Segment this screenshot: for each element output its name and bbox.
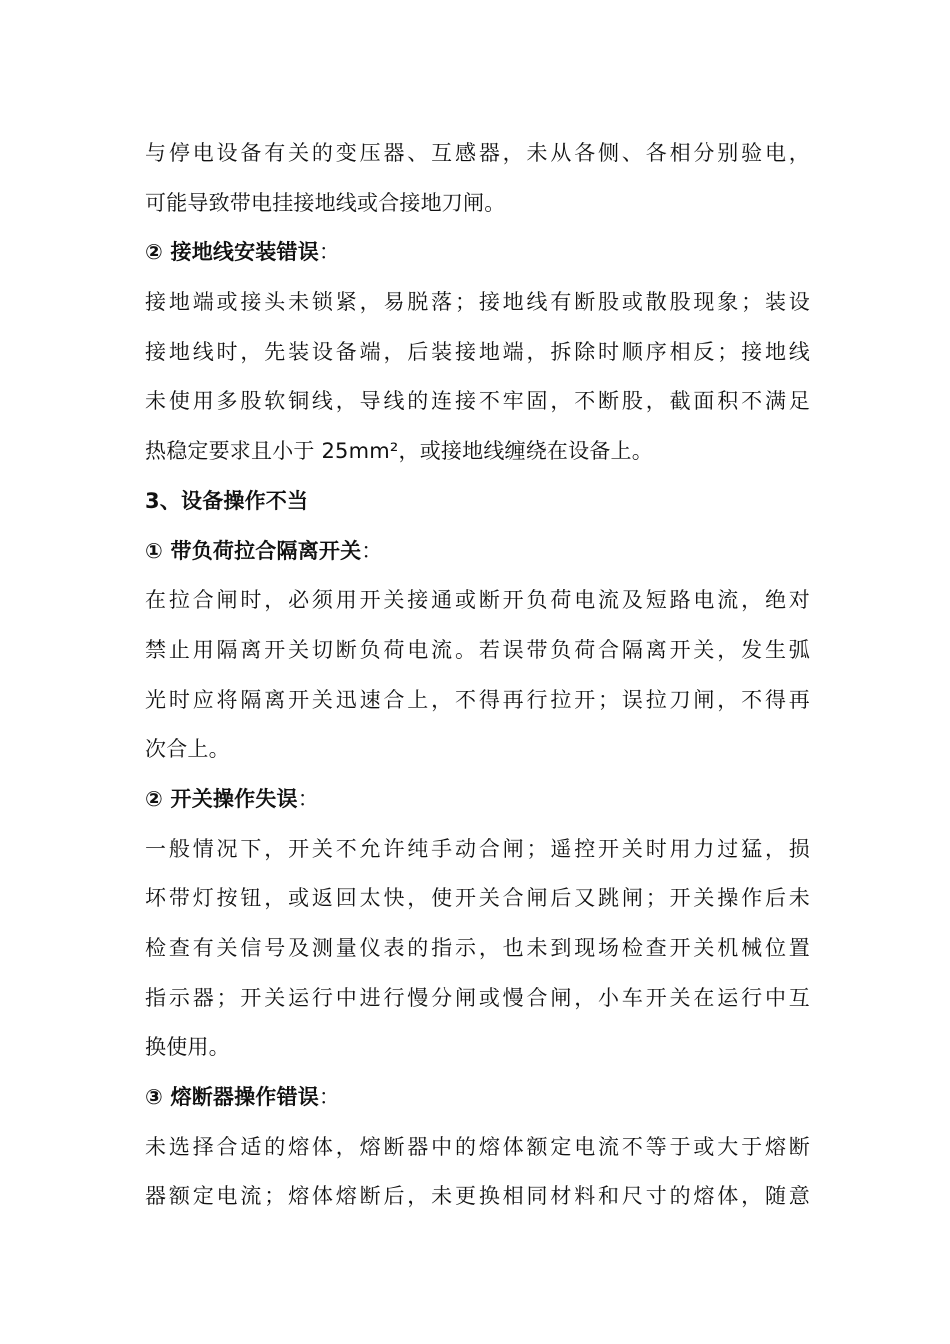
line-text: 接地端或接头未锁紧，易脱落；接地线有断股或散股现象；装设 [145,290,810,315]
text-line [145,825,810,875]
heading-text: 3、设备操作不当 [145,488,309,513]
line-text: 次合上。 [145,737,230,762]
document-body [145,129,810,1222]
text-line [145,974,810,1024]
section-heading [145,477,810,527]
heading-colon: ： [318,1085,341,1110]
line-text: 热稳定要求且小于 25mm²，或接地线缠绕在设备上。 [145,439,653,464]
line-text: 接地线时，先装设备端，后装接地端，拆除时顺序相反；接地线 [145,339,810,364]
section-heading [145,1073,810,1123]
text-line [145,427,810,477]
heading-text: ② 接地线安装错误 [145,240,319,265]
heading-colon: ： [318,240,341,265]
text-line [145,725,810,775]
line-text: 与停电设备有关的变压器、互感器，未从各侧、各相分别验电， [145,141,810,165]
text-line [145,924,810,974]
heading-text: ③ 熔断器操作错误 [145,1085,319,1110]
section-heading [145,228,810,278]
line-text: 可能导致带电挂接地线或合接地刀闸。 [145,190,506,215]
text-line [145,1023,810,1073]
text-line [145,129,810,179]
line-text: 一般情况下，开关不允许纯手动合闸；遥控开关时用力过猛，损 [145,836,810,861]
text-line [145,1123,810,1173]
section-heading [145,527,810,577]
heading-colon: ： [361,538,383,563]
text-line [145,874,810,924]
line-text: 坏带灯按钮，或返回太快，使开关合闸后又跳闸；开关操作后未 [145,886,810,911]
text-line [145,576,810,626]
line-text: 指示器；开关运行中进行慢分闸或慢合闸，小车开关在运行中互 [145,985,810,1010]
line-text: 检查有关信号及测量仪表的指示，也未到现场检查开关机械位置 [145,936,810,960]
text-line [145,278,810,328]
text-line [145,676,810,726]
text-line [145,328,810,378]
line-text: 未使用多股软铜线，导线的连接不牢固，不断股，截面积不满足 [145,389,810,414]
text-line [145,179,810,229]
section-heading [145,775,810,825]
line-text: 在拉合闸时，必须用开关接通或断开负荷电流及短路电流，绝对 [145,588,810,613]
line-text: 未选择合适的熔体，熔断器中的熔体额定电流不等于或大于熔断 [145,1134,810,1159]
heading-text: ① 带负荷拉合隔离开关 [145,538,362,563]
text-line [145,626,810,676]
line-text: 光时应将隔离开关迅速合上，不得再行拉开；误拉刀闸，不得再 [145,687,810,712]
heading-text: ② 开关操作失误 [145,786,298,811]
line-text: 换使用。 [145,1035,230,1060]
heading-colon: ： [297,786,319,811]
line-text: 禁止用隔离开关切断负荷电流。若误带负荷合隔离开关，发生弧 [145,637,810,662]
text-line [145,377,810,427]
line-text: 器额定电流；熔体熔断后，未更换相同材料和尺寸的熔体，随意 [145,1184,810,1209]
text-line [145,1172,810,1222]
